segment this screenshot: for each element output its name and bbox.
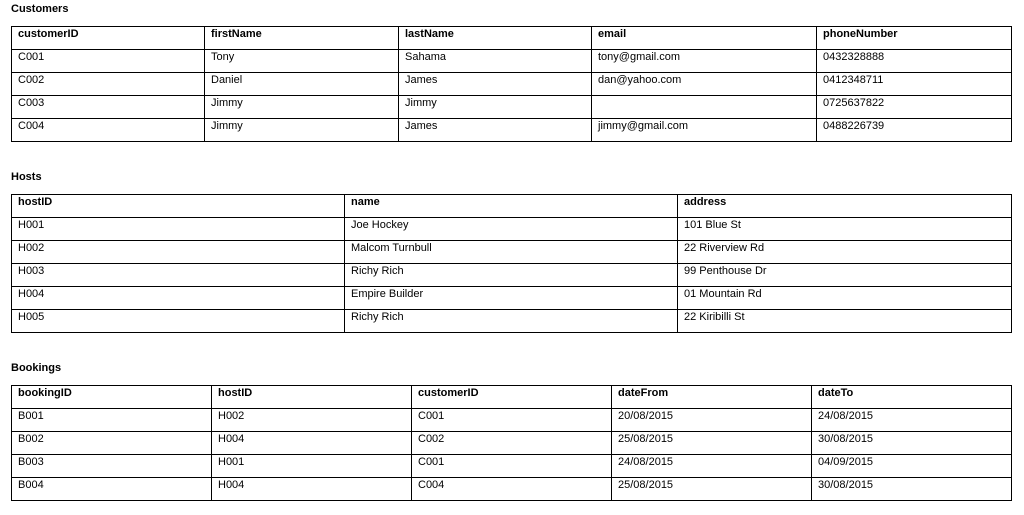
column-header: dateTo	[812, 386, 1012, 409]
column-header: name	[345, 195, 678, 218]
table-cell: 25/08/2015	[612, 432, 812, 455]
table-cell: Sahama	[399, 50, 592, 73]
table-cell: C001	[412, 455, 612, 478]
table-row	[12, 119, 1012, 142]
table-cell: Empire Builder	[345, 287, 678, 310]
column-header: lastName	[399, 27, 592, 50]
table-cell: 30/08/2015	[812, 432, 1012, 455]
table-row	[12, 50, 1012, 73]
bookings-title: Bookings	[11, 362, 62, 374]
table-cell: 0725637822	[817, 96, 1012, 119]
table-cell: H004	[12, 287, 345, 310]
table-cell: B004	[12, 478, 212, 501]
table-cell: 20/08/2015	[612, 409, 812, 432]
table-cell: James	[399, 119, 592, 142]
table-cell	[592, 96, 817, 119]
table-cell: H001	[212, 455, 412, 478]
column-header: customerID	[412, 386, 612, 409]
table-cell: 22 Kiribilli St	[678, 310, 1012, 333]
table-cell: dan@yahoo.com	[592, 73, 817, 96]
table-cell: tony@gmail.com	[592, 50, 817, 73]
table-cell: 24/08/2015	[812, 409, 1012, 432]
table-cell: H002	[212, 409, 412, 432]
table-cell: 24/08/2015	[612, 455, 812, 478]
table-cell: Jimmy	[399, 96, 592, 119]
table-cell: B001	[12, 409, 212, 432]
table-header-row	[12, 27, 1012, 50]
table-row	[12, 218, 1012, 241]
table-cell: C002	[412, 432, 612, 455]
table-cell: H004	[212, 432, 412, 455]
column-header: bookingID	[12, 386, 212, 409]
customers-table	[11, 26, 1012, 142]
table-row	[12, 73, 1012, 96]
table-cell: 01 Mountain Rd	[678, 287, 1012, 310]
table-cell: H001	[12, 218, 345, 241]
table-cell: B003	[12, 455, 212, 478]
table-row	[12, 455, 1012, 478]
table-cell: H002	[12, 241, 345, 264]
table-row	[12, 310, 1012, 333]
table-cell: Tony	[205, 50, 399, 73]
table-row	[12, 241, 1012, 264]
hosts-title: Hosts	[11, 171, 42, 183]
table-cell: Malcom Turnbull	[345, 241, 678, 264]
table-cell: Joe Hockey	[345, 218, 678, 241]
table-cell: C003	[12, 96, 205, 119]
table-row	[12, 287, 1012, 310]
table-cell: Jimmy	[205, 119, 399, 142]
table-cell: 101 Blue St	[678, 218, 1012, 241]
table-cell: C001	[12, 50, 205, 73]
table-cell: C001	[412, 409, 612, 432]
table-cell: H004	[212, 478, 412, 501]
bookings-table	[11, 385, 1012, 501]
column-header: customerID	[12, 27, 205, 50]
table-cell: H005	[12, 310, 345, 333]
table-cell: Richy Rich	[345, 264, 678, 287]
table-cell: 25/08/2015	[612, 478, 812, 501]
table-cell: Daniel	[205, 73, 399, 96]
column-header: phoneNumber	[817, 27, 1012, 50]
table-cell: B002	[12, 432, 212, 455]
table-cell: 0432328888	[817, 50, 1012, 73]
table-cell: James	[399, 73, 592, 96]
table-row	[12, 264, 1012, 287]
table-header-row	[12, 195, 1012, 218]
table-cell: C004	[412, 478, 612, 501]
column-header: hostID	[12, 195, 345, 218]
column-header: dateFrom	[612, 386, 812, 409]
table-cell: Richy Rich	[345, 310, 678, 333]
table-cell: 22 Riverview Rd	[678, 241, 1012, 264]
table-cell: jimmy@gmail.com	[592, 119, 817, 142]
table-row	[12, 432, 1012, 455]
table-row	[12, 409, 1012, 432]
customers-title: Customers	[11, 3, 69, 15]
table-cell: H003	[12, 264, 345, 287]
table-cell: 30/08/2015	[812, 478, 1012, 501]
hosts-table	[11, 194, 1012, 333]
column-header: email	[592, 27, 817, 50]
table-cell: C004	[12, 119, 205, 142]
table-row	[12, 478, 1012, 501]
table-cell: 04/09/2015	[812, 455, 1012, 478]
column-header: hostID	[212, 386, 412, 409]
table-header-row	[12, 386, 1012, 409]
table-cell: C002	[12, 73, 205, 96]
column-header: address	[678, 195, 1012, 218]
table-cell: 0488226739	[817, 119, 1012, 142]
table-cell: 0412348711	[817, 73, 1012, 96]
table-cell: 99 Penthouse Dr	[678, 264, 1012, 287]
column-header: firstName	[205, 27, 399, 50]
table-row	[12, 96, 1012, 119]
table-cell: Jimmy	[205, 96, 399, 119]
